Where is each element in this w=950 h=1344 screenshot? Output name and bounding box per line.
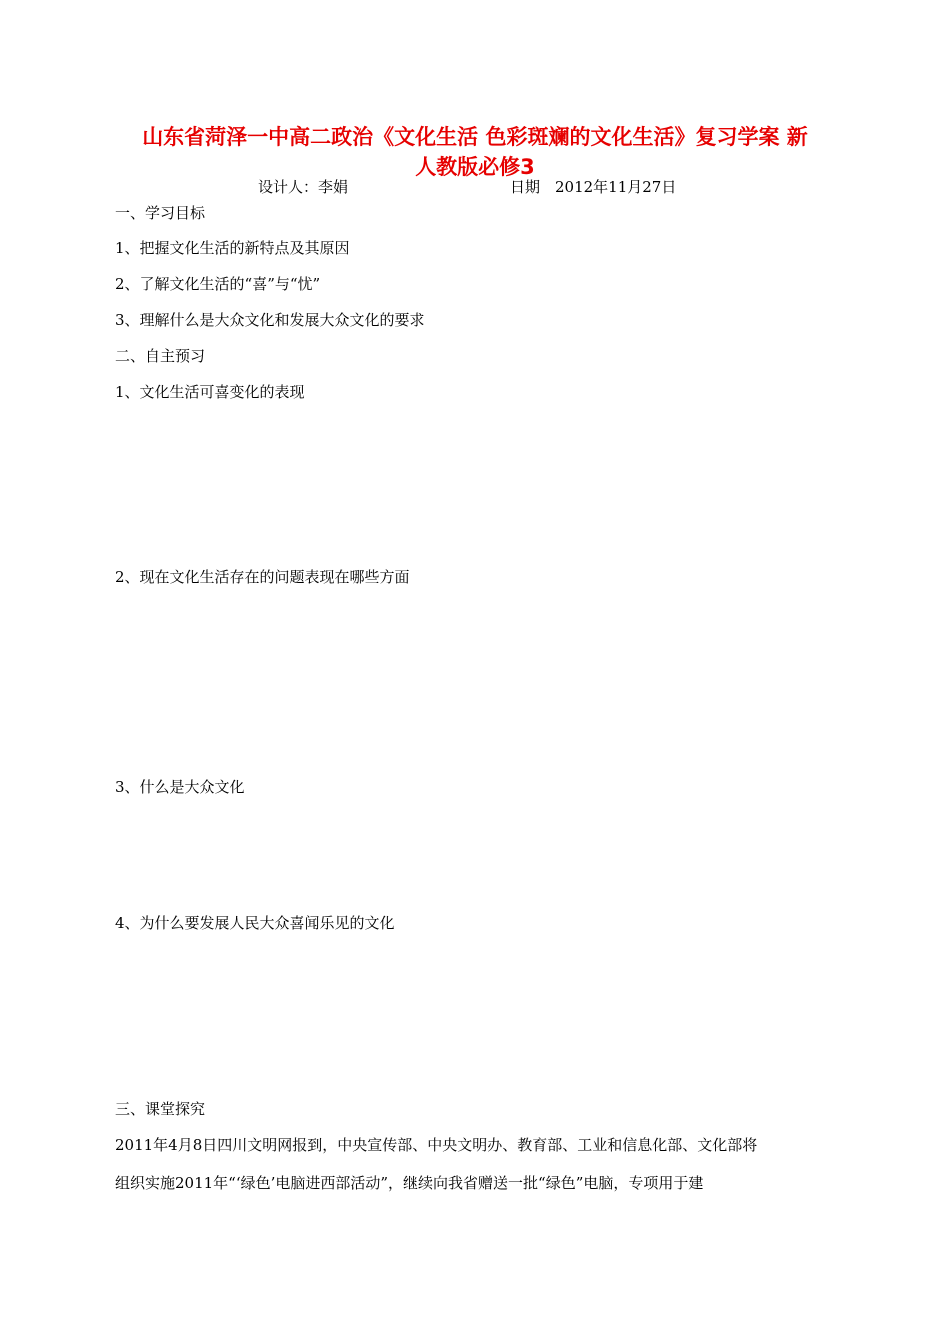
preview-question: 3、什么是大众文化 — [115, 778, 245, 796]
inquiry-paragraph-line-2: 组织实施2011年“‘绿色’电脑进西部活动”，继续向我省赠送一批“绿色”电脑，专项用于建 — [115, 1174, 704, 1192]
date-label: 日期 2012年11月27日 — [510, 178, 677, 196]
section-heading-inquiry: 三、课堂探究 — [115, 1100, 206, 1118]
inquiry-paragraph-line-1: 2011年4月8日四川文明网报到，中央宣传部、中央文明办、教育部、工业和信息化部、文化部将 — [115, 1136, 758, 1154]
document-title-line-2: 人教版必修3 — [415, 155, 535, 179]
designer-label: 设计人：李娟 — [258, 178, 349, 196]
objective-item: 3、理解什么是大众文化和发展大众文化的要求 — [115, 311, 425, 329]
preview-question: 2、现在文化生活存在的问题表现在哪些方面 — [115, 568, 410, 586]
objective-item: 2、了解文化生活的“喜”与“忧” — [115, 275, 321, 293]
document-title-line-1: 山东省菏泽一中高二政治《文化生活 色彩斑斓的文化生活》复习学案 新 — [142, 125, 808, 149]
preview-question: 1、文化生活可喜变化的表现 — [115, 383, 305, 401]
section-heading-objectives: 一、学习目标 — [115, 204, 206, 222]
section-heading-preview: 二、自主预习 — [115, 347, 206, 365]
objective-item: 1、把握文化生活的新特点及其原因 — [115, 239, 350, 257]
preview-question: 4、为什么要发展人民大众喜闻乐见的文化 — [115, 914, 395, 932]
